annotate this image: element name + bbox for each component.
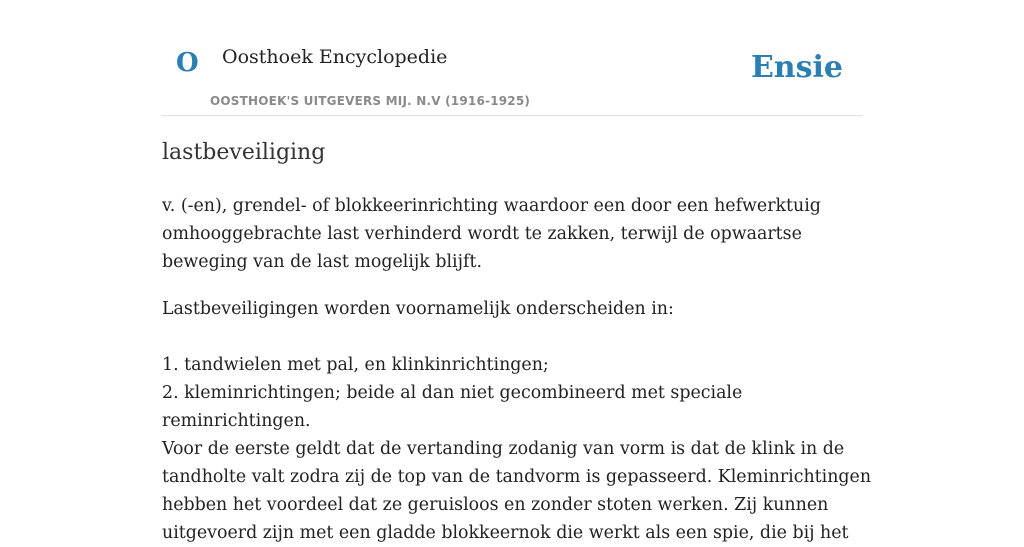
page: [162, 0, 872, 543]
site-header: [162, 0, 862, 116]
continuation-paragraph: Voor de eerste geldt dat de vertanding zodanig van vorm is dat de klink in de tandholte valt zodra zij de top van de tandvorm is gepasseerd. Kleminrichtingen hebben het voordeel dat ze geruisloos en zonder stoten werken. Zij kunnen uitgevoerd zijn met een gladde blokkeernok die werkt als een spie, die bij het: [162, 439, 872, 543]
list-item: 1. tandwielen met pal, en klinkinrichtingen;: [162, 355, 549, 375]
definition-paragraph: v. (-en), grendel- of blokkeerinrichting waardoor een door een hefwerktuig omhooggebrachte last verhinderd wordt te zakken, terwijl de opwaartse beweging van de last mogelijk blijft.: [162, 196, 821, 272]
article-headword: lastbeveiliging: [162, 140, 326, 165]
oosthoek-logo-icon[interactable]: O: [176, 48, 199, 78]
publisher-label: OOSTHOEK'S UITGEVERS MIJ. N.V (1916-1925): [210, 94, 531, 108]
intro-paragraph: Lastbeveiligingen worden voornamelijk onderscheiden in:: [162, 299, 674, 319]
site-title[interactable]: Oosthoek Encyclopedie: [222, 46, 448, 68]
list-item: 2. kleminrichtingen; beide al dan niet gecombineerd met speciale reminrichtingen.: [162, 383, 743, 431]
ensie-logo-link[interactable]: Ensie: [750, 50, 843, 85]
article-body: [162, 192, 872, 547]
